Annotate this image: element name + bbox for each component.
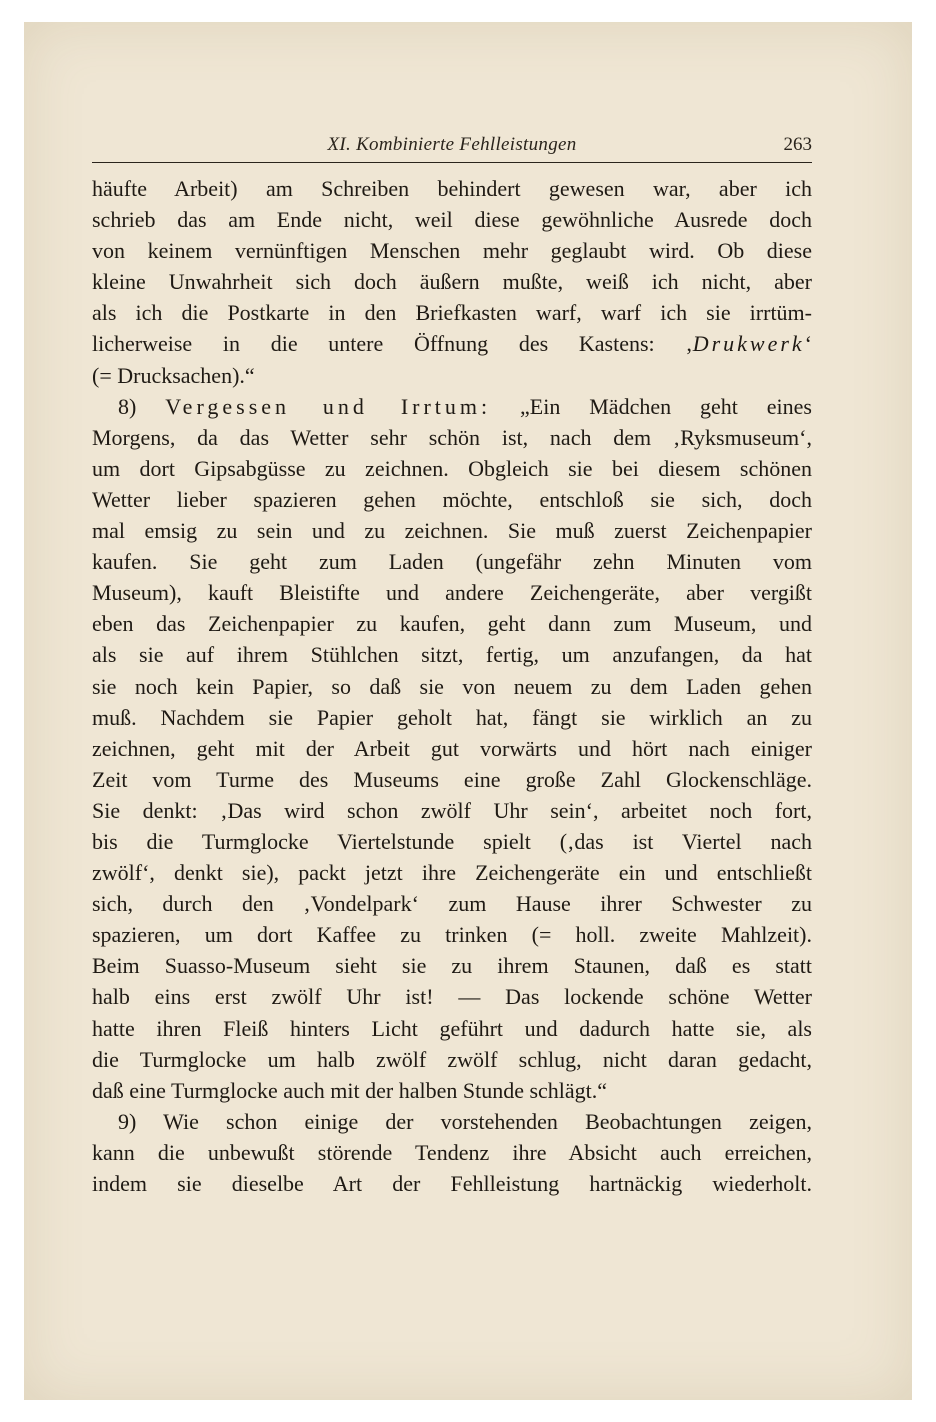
text-line: als sie auf ihrem Stühlchen sitzt, fertig, um anzufangen, da hat (92, 642, 812, 668)
text-line: Museum), kauft Bleistifte und andere Zeichengeräte, aber vergißt (92, 580, 812, 606)
text-line: um dort Gipsabgüsse zu zeichnen. Obgleich sie bei diesem schönen (92, 455, 812, 481)
text-line: Sie denkt: ‚Das wird schon zwölf Uhr sein‘, arbeitet noch fort, (92, 797, 812, 823)
text-run: ‘ (804, 331, 812, 357)
text-run: „Ein Mädchen geht eines (491, 393, 812, 419)
text-line: sich, durch den ‚Vondelpark‘ zum Hause ihrer Schwester zu (92, 891, 812, 917)
text-line: zeichnen, geht mit der Arbeit gut vorwärts und hört nach einiger (92, 735, 812, 761)
text-line: indem sie dieselbe Art der Fehlleistung hartnäckig wiederholt. (92, 1171, 812, 1196)
text-run: 8) (118, 393, 166, 419)
text-line: sie noch kein Papier, so daß sie von neuem zu dem Laden gehen (92, 673, 812, 699)
text-line: spazieren, um dort Kaffee zu trinken (= holl. zweite Mahlzeit). (92, 922, 812, 948)
page-number: 263 (783, 134, 812, 155)
text-line: zwölf‘, denkt sie), packt jetzt ihre Zeichengeräte ein und entschließt (92, 860, 812, 886)
text-line: kann die unbewußt störende Tendenz ihre Absicht auch erreichen, (92, 1139, 812, 1165)
text-line: Wetter lieber spazieren gehen möchte, entschloß sie sich, doch (92, 486, 812, 512)
text-line: Morgens, da das Wetter sehr schön ist, nach dem ‚Ryksmuseum‘, (92, 424, 812, 450)
text-line: muß. Nachdem sie Papier geholt hat, fängt sie wirklich an zu (92, 704, 812, 730)
text-run: licherweise in die untere Öffnung des Kastens: ‚ (92, 331, 693, 357)
running-head (92, 134, 812, 160)
text-line: Zeit vom Turme des Museums eine große Zahl Glockenschläge. (92, 766, 812, 792)
book-page (24, 22, 912, 1400)
text-line: kleine Unwahrheit sich doch äußern mußte, weiß ich nicht, aber (92, 269, 812, 295)
paragraph-start-line: 9) Wie schon einige der vorstehenden Beobachtungen zeigen, (118, 1108, 812, 1134)
emphasized-word: Drukwerk (692, 331, 805, 357)
text-line (92, 328, 812, 359)
text-line: (= Drucksachen).“ (92, 362, 255, 388)
text-line: bis die Turmglocke Viertelstunde spielt (‚das ist Viertel nach (92, 828, 812, 854)
section-heading-spaced: Vergessen und Irrtum: (165, 393, 492, 419)
text-line: hatte ihren Fleiß hinters Licht geführt und dadurch hatte sie, als (92, 1015, 812, 1041)
text-line: eben das Zeichenpapier zu kaufen, geht dann zum Museum, und (92, 611, 812, 637)
text-line: häufte Arbeit) am Schreiben behindert gewesen war, aber ich (92, 176, 812, 201)
text-line: schrieb das am Ende nicht, weil diese gewöhnliche Ausrede doch (92, 207, 812, 233)
text-line: daß eine Turmglocke auch mit der halben Stunde schlägt.“ (92, 1077, 608, 1103)
text-line: als ich die Postkarte in den Briefkasten warf, warf ich sie irrtüm- (92, 300, 812, 326)
text-line: mal emsig zu sein und zu zeichnen. Sie muß zuerst Zeichenpapier (92, 518, 812, 544)
header-rule (92, 162, 812, 163)
text-line: von keinem vernünftigen Menschen mehr geglaubt wird. Ob diese (92, 238, 812, 264)
text-line: Beim Suasso-Museum sieht sie zu ihrem Staunen, daß es statt (92, 953, 812, 979)
chapter-title: XI. Kombinierte Fehlleistungen (327, 134, 577, 155)
text-line: kaufen. Sie geht zum Laden (ungefähr zehn Minuten vom (92, 549, 812, 575)
body-text (92, 173, 812, 1199)
text-line: die Turmglocke um halb zwölf zwölf schlug, nicht daran gedacht, (92, 1046, 812, 1072)
text-line: halb eins erst zwölf Uhr ist! — Das lockende schöne Wetter (92, 984, 812, 1010)
paragraph-start-line (92, 391, 812, 422)
